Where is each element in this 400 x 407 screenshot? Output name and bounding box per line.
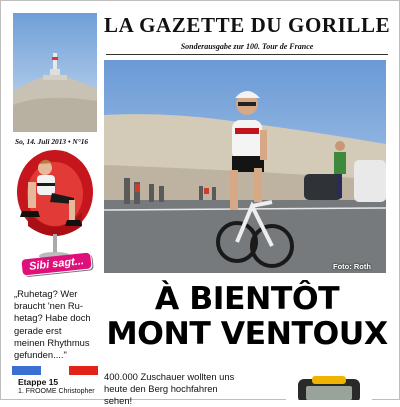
quote-line: hetag? Habe doch (14, 312, 91, 324)
headline (104, 282, 390, 352)
bike-computer-photo (286, 373, 372, 400)
quote-line: gefunden...." (14, 349, 67, 361)
sibi-says-badge: Sibi sagt... (21, 252, 91, 275)
flag-stripe-blue (12, 366, 41, 375)
masthead-subtitle: Sonderausgabe zur 100. Tour de France (180, 42, 314, 51)
sibi-quote (14, 288, 100, 361)
summit-photo (13, 13, 97, 132)
article-line: heute den Berg hochfahren (104, 383, 218, 394)
headline-line-1: À BIENTÔT (154, 281, 340, 317)
headline-line-2: MONT VENTOUX (106, 316, 388, 352)
issue-date-number: So, 14. Juli 2013 • N°16 (15, 137, 89, 146)
quote-line: meinen Rhythmus (14, 336, 90, 348)
stage-rank-line: 1. FROOME Christopher (18, 388, 95, 395)
stage-results-box (12, 366, 98, 400)
quote-line: braucht 'nen Ru- (14, 300, 84, 312)
photo-credit: Foto: Roth (333, 262, 371, 271)
article-line: 400.000 Zuschauer wollten uns (104, 371, 235, 382)
article-text (104, 371, 276, 407)
flag-stripe-white (41, 366, 70, 375)
article-line: sehen! (104, 395, 133, 406)
flag-stripe-red (69, 366, 98, 375)
french-flag-bar (12, 366, 98, 375)
quote-line: „Ruhetag? Wer (14, 288, 78, 299)
masthead-divider (106, 54, 388, 55)
stage-title: Etappe 15 (18, 377, 59, 387)
main-cycling-photo (104, 60, 386, 273)
quote-line: gerade erst (14, 324, 62, 336)
masthead-title: LA GAZETTE DU GORILLE (104, 13, 391, 37)
